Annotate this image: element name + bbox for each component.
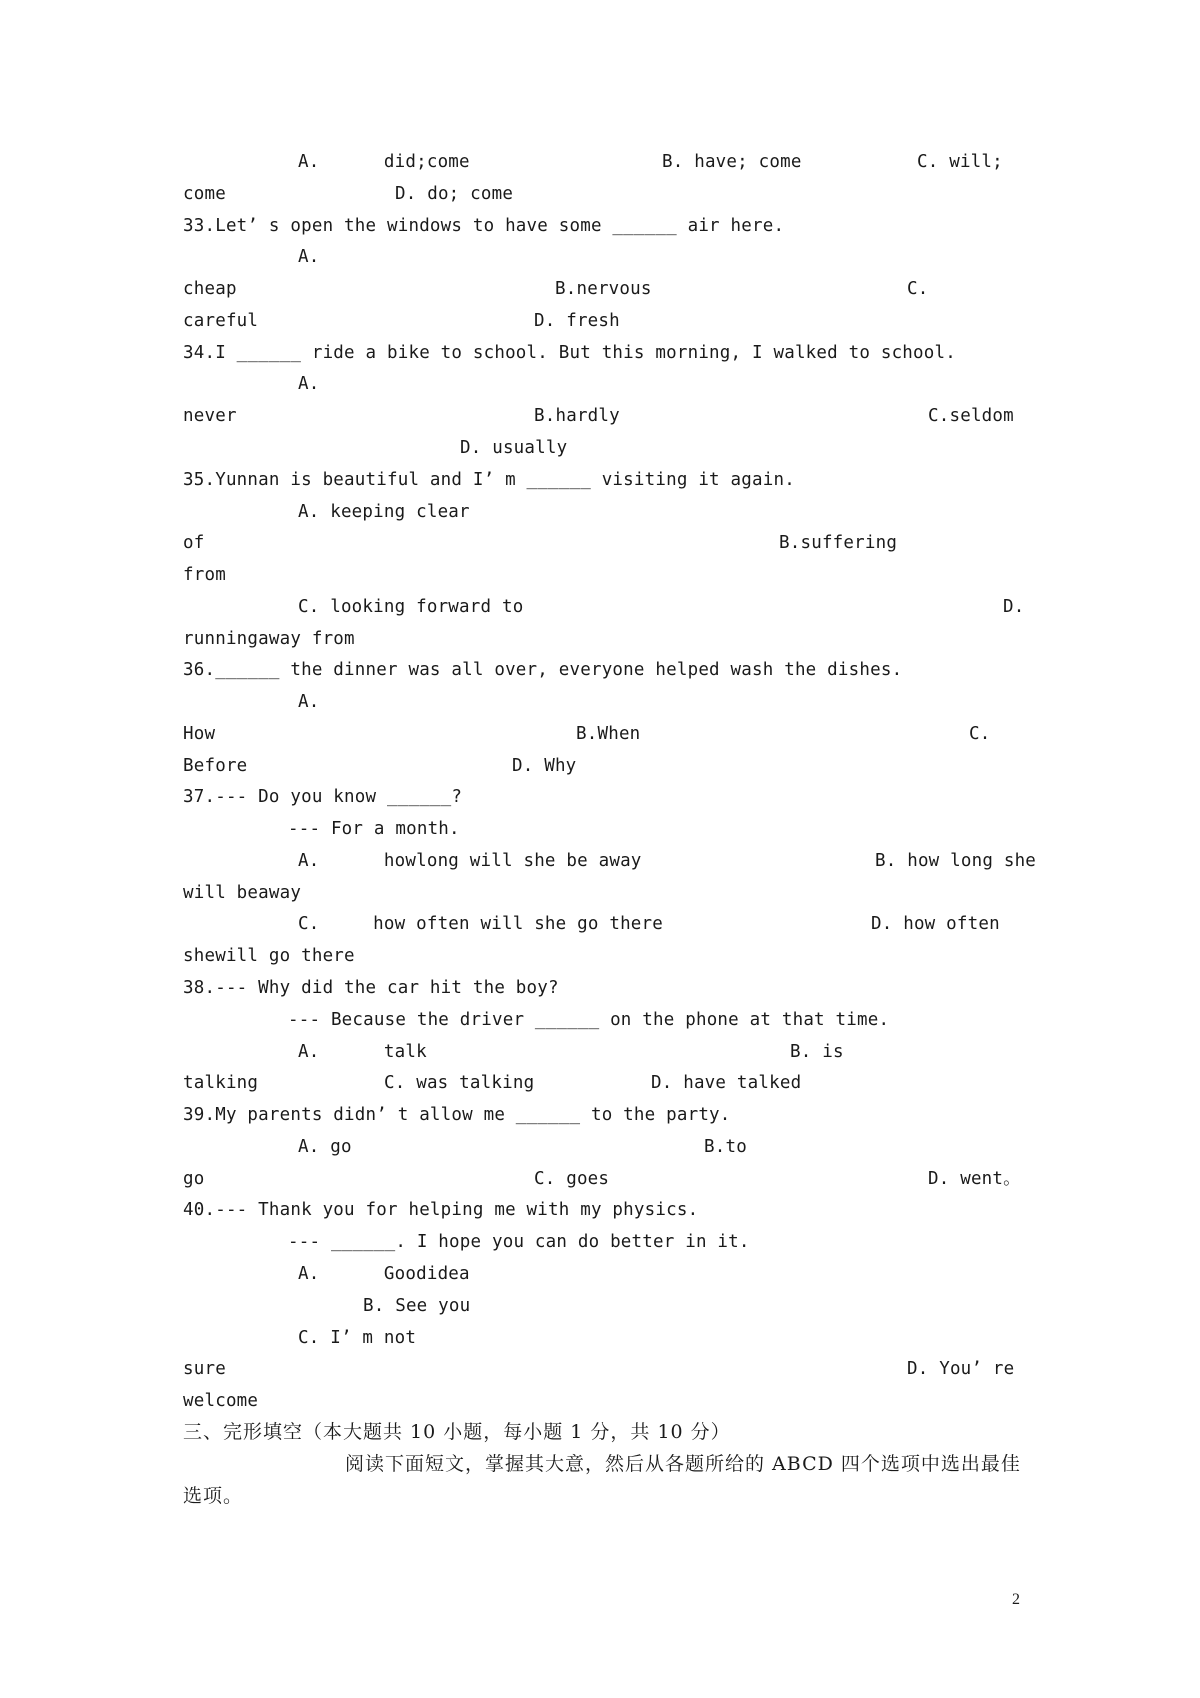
q37-option-d: D. how often [871, 914, 1000, 934]
q37-option-b-cont: will beaway [183, 883, 302, 903]
section3-instructions: 阅读下面短文，掌握其大意，然后从各题所给的 ABCD 四个选项中选出最佳 [345, 1453, 1021, 1475]
q36-stem: 36.______ the dinner was all over, everyone helped wash the dishes. [183, 660, 903, 680]
q33-option-a: cheap [183, 279, 237, 299]
q34-option-b: B.hardly [534, 406, 620, 426]
q35-option-b-cont: from [183, 565, 226, 585]
section3-instructions-cont: 选项。 [183, 1485, 244, 1507]
q32-option-a: A. did;come [298, 152, 470, 172]
q36-option-a: How [183, 724, 216, 744]
q32-option-d: D. do; come [395, 184, 514, 204]
page-number: 2 [1012, 1591, 1020, 1608]
q40-stem: 40.--- Thank you for helping me with my physics. [183, 1200, 699, 1220]
q38-stem: 38.--- Why did the car hit the boy? [183, 978, 559, 998]
q38-option-b-cont: talking [183, 1073, 259, 1093]
q34-option-d: D. usually [460, 438, 568, 458]
q39-option-b-cont: go [183, 1169, 205, 1189]
q34-option-a-label: A. [298, 374, 320, 394]
q33-option-b: B.nervous [555, 279, 652, 299]
q33-stem: 33.Let’ s open the windows to have some ______ air here. [183, 216, 785, 236]
q33-option-c-label: C. [907, 279, 929, 299]
q36-option-d: D. Why [512, 756, 577, 776]
q34-stem: 34.I ______ ride a bike to school. But this morning, I walked to school. [183, 343, 956, 363]
q37-option-c: C. how often will she go there [298, 914, 664, 934]
q36-option-c-label: C. [969, 724, 991, 744]
q35-option-d: runningaway from [183, 629, 355, 649]
q35-option-b: B.suffering [779, 533, 898, 553]
q38-option-a: A. talk [298, 1042, 427, 1062]
q40-option-c: C. I’ m not [298, 1328, 417, 1348]
q39-option-c: C. goes [534, 1169, 610, 1189]
q33-option-a-label: A. [298, 247, 320, 267]
q32-option-c-cont: come [183, 184, 226, 204]
q37-reply: --- For a month. [288, 819, 460, 839]
q39-option-a: A. go [298, 1137, 352, 1157]
q33-option-c: careful [183, 311, 259, 331]
q35-option-a-cont: of [183, 533, 205, 553]
q40-option-d-cont: welcome [183, 1391, 259, 1411]
q38-option-c: C. was talking [384, 1073, 535, 1093]
q36-option-c: Before [183, 756, 248, 776]
q37-option-d-cont: shewill go there [183, 946, 355, 966]
q36-option-b: B.When [576, 724, 641, 744]
q32-option-c: C. will; [917, 152, 1003, 172]
q40-option-b: B. See you [363, 1296, 471, 1316]
q35-option-a: A. keeping clear [298, 502, 470, 522]
q35-option-c: C. looking forward to [298, 597, 524, 617]
q32-option-b: B. have; come [662, 152, 802, 172]
q39-stem: 39.My parents didn’ t allow me ______ to the party. [183, 1105, 731, 1125]
q35-option-d-label: D. [1003, 597, 1025, 617]
q40-option-c-cont: sure [183, 1359, 226, 1379]
q37-option-b: B. how long she [875, 851, 1037, 871]
q37-stem: 37.--- Do you know ______? [183, 787, 463, 807]
q38-option-b: B. is [790, 1042, 844, 1062]
q38-reply: --- Because the driver ______ on the phone at that time. [288, 1010, 890, 1030]
q36-option-a-label: A. [298, 692, 320, 712]
q37-option-a: A. howlong will she be away [298, 851, 642, 871]
q35-stem: 35.Yunnan is beautiful and I’ m ______ visiting it again. [183, 470, 795, 490]
q33-option-d: D. fresh [534, 311, 620, 331]
q40-reply: --- ______. I hope you can do better in it. [288, 1232, 750, 1252]
q39-option-b: B.to [704, 1137, 747, 1157]
q34-option-a: never [183, 406, 237, 426]
q34-option-c: C.seldom [928, 406, 1014, 426]
q38-option-d: D. have talked [651, 1073, 802, 1093]
section3-title: 三、完形填空（本大题共 10 小题，每小题 1 分，共 10 分） [183, 1421, 731, 1443]
q39-option-d: D. went。 [928, 1169, 1021, 1189]
q40-option-d: D. You’ re [907, 1359, 1015, 1379]
q40-option-a: A. Goodidea [298, 1264, 470, 1284]
